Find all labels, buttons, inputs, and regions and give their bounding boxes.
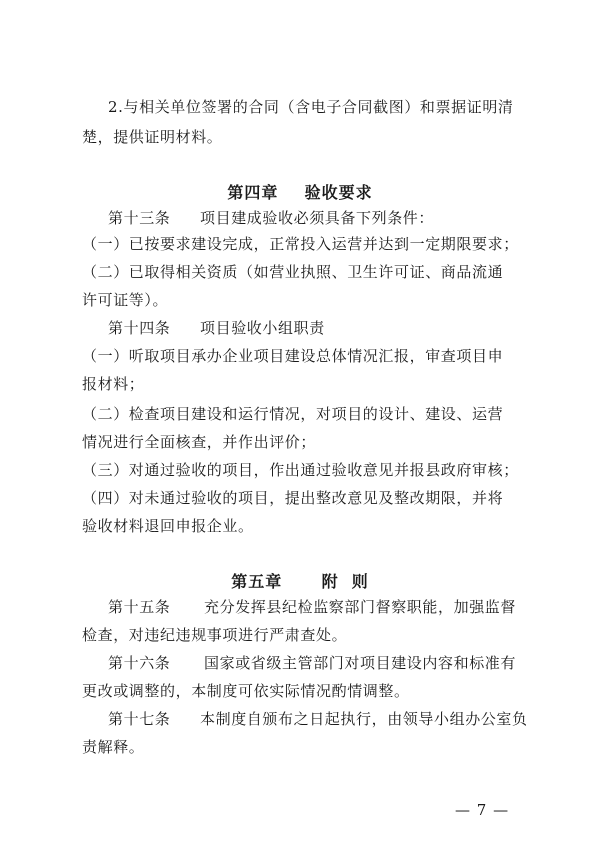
list-item: （二）检查项目建设和运行情况，对项目的设计、建设、运营 [82,405,504,423]
list-item: 情况进行全面核查，并作出评价； [82,433,317,451]
article-17 [108,709,568,729]
article-label: 第十四条 [108,319,171,337]
article-15 [108,597,568,617]
paragraph-line: 责解释。 [82,738,145,756]
article-text: 国家或省级主管部门对项目建设内容和标准有 [204,654,517,672]
article-text: 项目验收小组职责 [200,319,325,337]
paragraph-line: 楚，提供证明材料。 [82,128,223,146]
paragraph-line: 2.与相关单位签署的合同（含电子合同截图）和票据证明清 [108,98,514,116]
article-label: 第十三条 [108,209,171,227]
list-item: 验收材料退回申报企业。 [82,517,254,535]
list-item: 许可证等）。 [82,291,169,309]
article-16 [108,653,568,673]
article-label: 第十七条 [108,710,171,728]
chapter-4-title: 第四章 验收要求 [227,183,373,202]
chapter-5-title: 第五章 附 则 [231,572,369,591]
article-13 [108,208,568,228]
list-item: （二）已取得相关资质（如营业执照、卫生许可证、商品流通 [82,263,504,281]
list-item: （四）对未通过验收的项目，提出整改意见及整改期限，并将 [82,489,504,507]
list-item: 报材料； [82,375,145,393]
list-item: （一）已按要求建设完成，正常投入运营并达到一定期限要求； [82,235,519,253]
article-label: 第十五条 [108,598,171,616]
article-text: 本制度自颁布之日起执行，由领导小组办公室负 [200,710,528,728]
article-text: 项目建成验收必须具备下列条件： [200,209,435,227]
page-number: — 7 — [455,801,510,819]
paragraph-line: 更改或调整的，本制度可依实际情况酌情调整。 [82,682,410,700]
list-item: （一）听取项目承办企业项目建设总体情况汇报，审查项目申 [82,347,504,365]
paragraph-line: 检查，对违纪违规事项进行严肃查处。 [82,626,348,644]
article-label: 第十六条 [108,654,171,672]
article-text: 充分发挥县纪检监察部门督察职能，加强监督 [204,598,517,616]
article-14 [108,318,568,338]
list-item: （三）对通过验收的项目，作出通过验收意见并报县政府审核； [82,461,519,479]
